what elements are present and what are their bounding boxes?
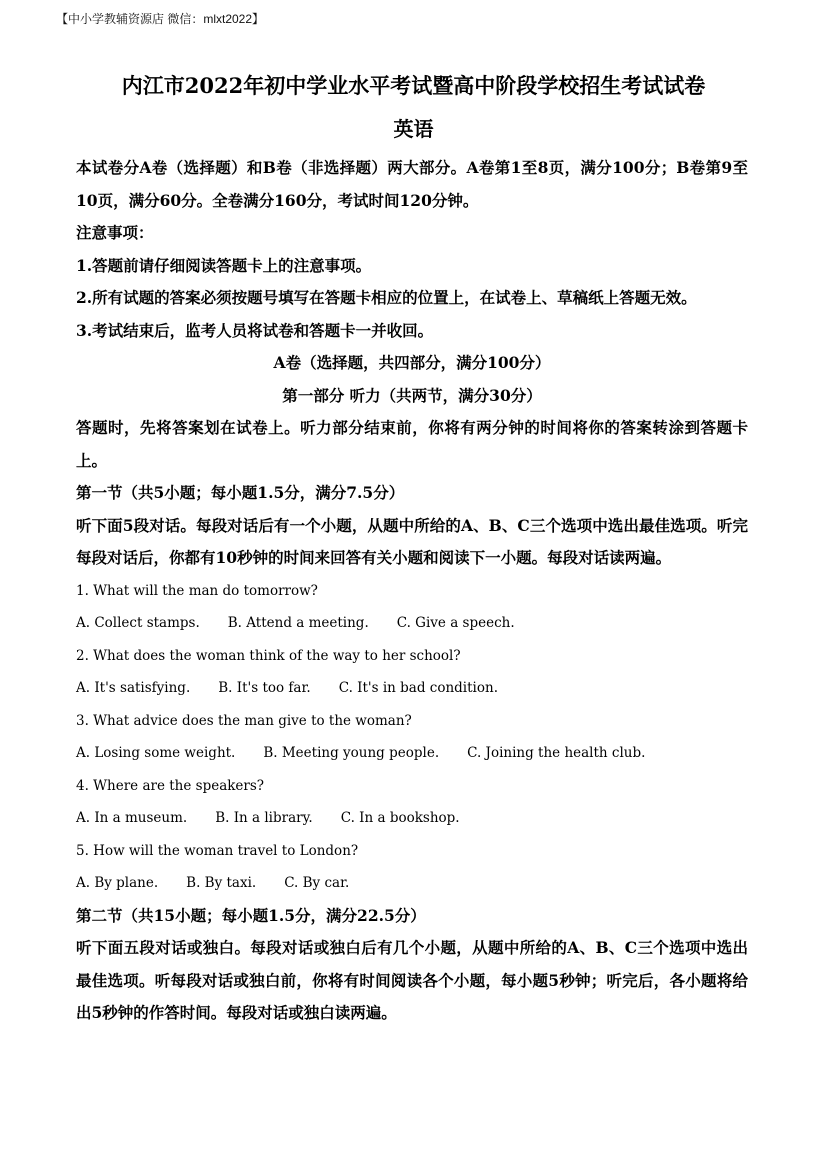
question-stem: 5. How will the woman travel to London? [76,842,359,859]
option-c: C. In a bookshop. [340,810,460,826]
notice-item: 2.所有试题的答案必须按题号填写在答题卡相应的位置上，在试卷上、草稿纸上答题无效。 [76,288,697,307]
exam-content [76,152,748,1030]
part-one-instruction: 答题时，先将答案划在试卷上。听力部分结束前，你将有两分钟的时间将你的答案转涂到答题卡上。 [76,418,748,470]
option-c: C. It's in bad condition. [338,680,498,696]
option-a: A. In a museum. [76,810,188,826]
header-note: 【中小学教辅资源店 微信：mlxt2022】 [56,12,265,26]
option-b: B. Attend a meeting. [227,615,369,631]
option-a: A. Collect stamps. [76,615,200,631]
notice-item: 3.考试结束后，监考人员将试卷和答题卡一并收回。 [76,320,434,340]
section-one-heading: 第一节（共5小题；每小题1.5分，满分7.5分） [76,483,405,502]
question-stem: 2. What does the woman think of the way to her school? [76,647,461,664]
option-c: C. Joining the health club. [467,745,646,761]
page-title: 内江市2022年初中学业水平考试暨高中阶段学校招生考试试卷 [121,73,706,98]
intro-paragraph: 本试卷分A卷（选择题）和B卷（非选择题）两大部分。A卷第1至8页，满分100分；B卷第9至10页，满分60分。全卷满分160分，考试时间120分钟。 [76,158,748,210]
section-two-heading: 第二节（共15小题；每小题1.5分，满分22.5分） [76,905,426,925]
part-one-heading: 第一部分 听力（共两节，满分30分） [282,385,542,405]
option-c: C. By car. [284,875,350,891]
question-options [76,867,748,900]
option-b: B. Meeting young people. [263,745,440,761]
option-a: A. It's satisfying. [76,680,191,696]
question-stem: 4. Where are the speakers? [76,777,265,794]
question-options [76,737,748,770]
question-options [76,607,748,640]
volume-a-heading: A卷（选择题，共四部分，满分100分） [273,353,551,372]
section-two-instruction: 听下面五段对话或独白。每段对话或独白后有几个小题，从题中所给的A、B、C三个选项中选出最佳选项。听每段对话或独白前，你将有时间阅读各个小题，每小题5秒钟；听完后，各小题将给出5秒钟的作答时间。每段对话或独白读两遍。 [76,938,748,1022]
question-options [76,672,748,705]
question-stem: 3. What advice does the man give to the woman? [76,712,412,729]
question-options [76,802,748,835]
option-b: B. In a library. [215,810,313,826]
notice-heading: 注意事项： [76,223,154,242]
notice-item: 1.答题前请仔细阅读答题卡上的注意事项。 [76,255,372,275]
option-a: A. Losing some weight. [76,745,236,761]
page-subtitle: 英语 [393,117,434,141]
option-c: C. Give a speech. [396,615,515,631]
question-stem: 1. What will the man do tomorrow? [76,582,318,599]
option-b: B. By taxi. [186,875,257,891]
option-b: B. It's too far. [218,680,311,696]
option-a: A. By plane. [76,875,159,891]
section-one-instruction: 听下面5段对话。每段对话后有一个小题，从题中所给的A、B、C三个选项中选出最佳选项。听完每段对话后，你都有10秒钟的时间来回答有关小题和阅读下一小题。每段对话读两遍。 [76,515,748,567]
